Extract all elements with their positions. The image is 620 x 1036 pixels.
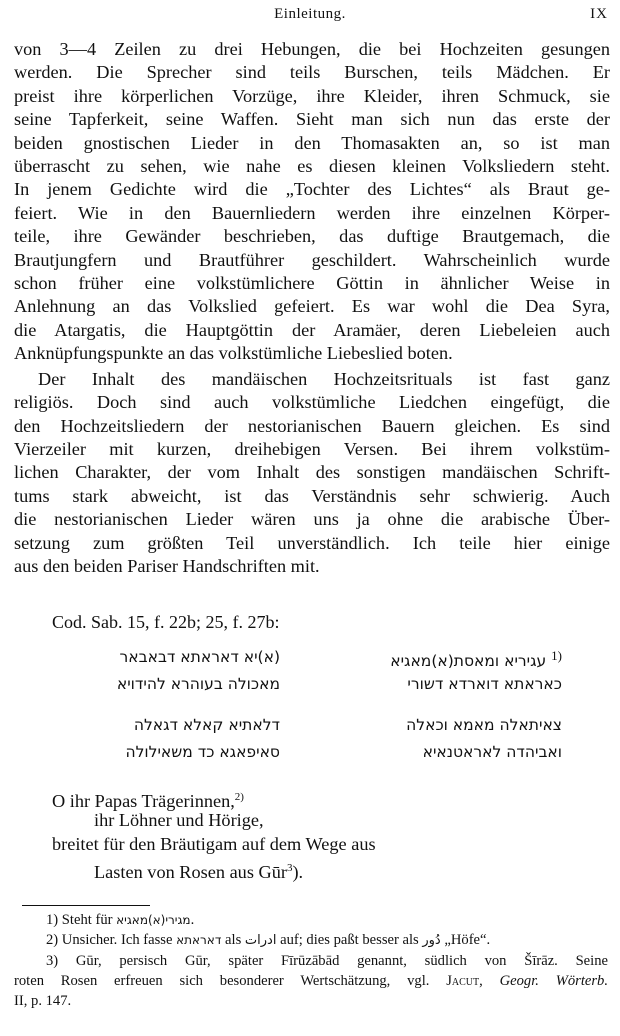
hebrew-verse-left: כאראתא דוארדא דשורי	[407, 675, 562, 693]
hebrew-verse-left: ואביהדה לאראטנאיא	[422, 743, 562, 761]
hebrew-verse-right: דלאתיא קאלא דגאלה	[133, 716, 280, 734]
running-title: Einleitung.	[274, 6, 346, 22]
footnote-marker: 2)	[234, 791, 244, 803]
translation-line: breitet für den Bräutigam auf dem Wege aus	[52, 834, 376, 854]
text-line: aus den beiden Pariser Handschriften mit.	[14, 555, 320, 576]
hebrew-verse-left: צאיתאלה מאמא וכאלה	[406, 716, 562, 734]
translation-line: Lasten von Rosen aus Gūr$^3$).	[94, 862, 304, 883]
paragraph-2	[14, 368, 610, 579]
text-line: seine Tapferkeit, seine Waffen. Sieht man sich nun das erste der	[14, 109, 610, 130]
text-line: preist ihre körperlichen Vorzüge, ihre Kleider, ihren Schmuck, sie	[14, 85, 610, 106]
hebrew-verse-left: $^{1)}$ עגיריא ומאסת(א)מאגיא	[390, 648, 562, 671]
text-line: Brautjungfern und Brautführer geschildert. Wahrscheinlich wurde	[14, 249, 610, 270]
footnote-1: 1) Steht für מגירי(א)מאגיא.	[46, 912, 195, 928]
text-line: Anlehnung an das Volkslied gefeiert. Es war wohl die Dea Syra,	[14, 296, 610, 317]
hebrew-verse-right: סאיפאגא כד משאילולה	[125, 743, 280, 761]
codex-reference: Cod. Sab. 15, f. 22b; 25, f. 27b:	[52, 612, 280, 632]
translation-line: ihr Löhner und Hörige,	[94, 810, 264, 830]
footnote-3-cont: roten Rosen erfreuen sich besonderer Wertschätzung, vgl. Jacut, Geogr. Wörterb.	[14, 973, 608, 989]
text-line: beiden gnostischen Lieder in den Thomasakten an, so ist man	[14, 132, 610, 153]
text-line: Der Inhalt des mandäischen Hochzeitsrituals ist fast ganz	[38, 368, 610, 389]
footnote-2: 2) Unsicher. Ich fasse דאראתא als ادرات auf; dies paßt besser als دُور „Höfe“.	[46, 932, 491, 948]
footnote-3: 3) Gūr, persisch Gūr, später Fīrūzābād genannt, südlich von Šīrāz. Seine	[46, 953, 608, 969]
text-line: religiös. Doch sind auch volkstümliche Liedchen eingefügt, die	[14, 392, 610, 413]
text-line: die Atargatis, die Hauptgöttin der Aramäer, deren Liebeleien auch	[14, 319, 610, 340]
text-line: In jenem Gedichte wird die „Tochter des Lichtes“ als Braut ge-	[14, 179, 610, 200]
translation-line: O ihr Papas Trägerinnen,$^{2)}$	[52, 791, 244, 812]
footnote-3-end: II, p. 147.	[14, 993, 72, 1009]
text-line: überrascht zu sehen, wie nahe es diesen kleinen Volksliedern steht.	[14, 156, 610, 177]
footnote-marker: 1)	[551, 648, 562, 663]
text-line: von 3—4 Zeilen zu drei Hebungen, die bei Hochzeiten gesungen	[14, 39, 610, 59]
text-line: die nestorianischen Lieder wären uns ja ohne die arabische Über-	[14, 509, 610, 530]
text-line: setzung zum größten Teil unverständlich. Ich teile hier einige	[14, 532, 610, 553]
footnote-marker: 3	[286, 862, 293, 874]
page-header	[0, 6, 620, 28]
body-text	[14, 38, 610, 578]
text-line: lichen Charakter, der vom Inhalt des sonstigen mandäischen Schrift-	[14, 462, 610, 483]
text-line: teile, ihre Gewänder beschrieben, das duftige Brautgemach, die	[14, 226, 610, 247]
hebrew-verse-right: (א)יא דאראתא דבאבאר	[119, 648, 280, 666]
text-line: Vierzeiler mit kurzen, dreihebigen Versen. Bei ihrem volkstüm-	[14, 438, 610, 459]
text-line: den Hochzeitsliedern der nestorianischen Bauern gleichen. Es sind	[14, 415, 610, 436]
text-line: Anknüpfungspunkte an das volkstümliche Liebeslied boten.	[14, 343, 453, 364]
paragraph-1	[14, 38, 610, 366]
page-number: IX	[590, 6, 608, 22]
text-line: werden. Die Sprecher sind teils Burschen, teils Mädchen. Er	[14, 62, 610, 83]
footnotes	[14, 910, 608, 1011]
text-line: schon früher eine volkstümlichere Göttin in ähnlicher Weise in	[14, 273, 610, 294]
footnote-rule	[22, 905, 150, 906]
hebrew-verse-right: מאכולה בעוהרא להידויא	[116, 675, 280, 693]
text-line: tums stark abweicht, ist das Verständnis sehr schwierig. Auch	[14, 485, 610, 506]
text-line: feiert. Wie in den Bauernliedern werden ihre einzelnen Körper-	[14, 202, 610, 223]
